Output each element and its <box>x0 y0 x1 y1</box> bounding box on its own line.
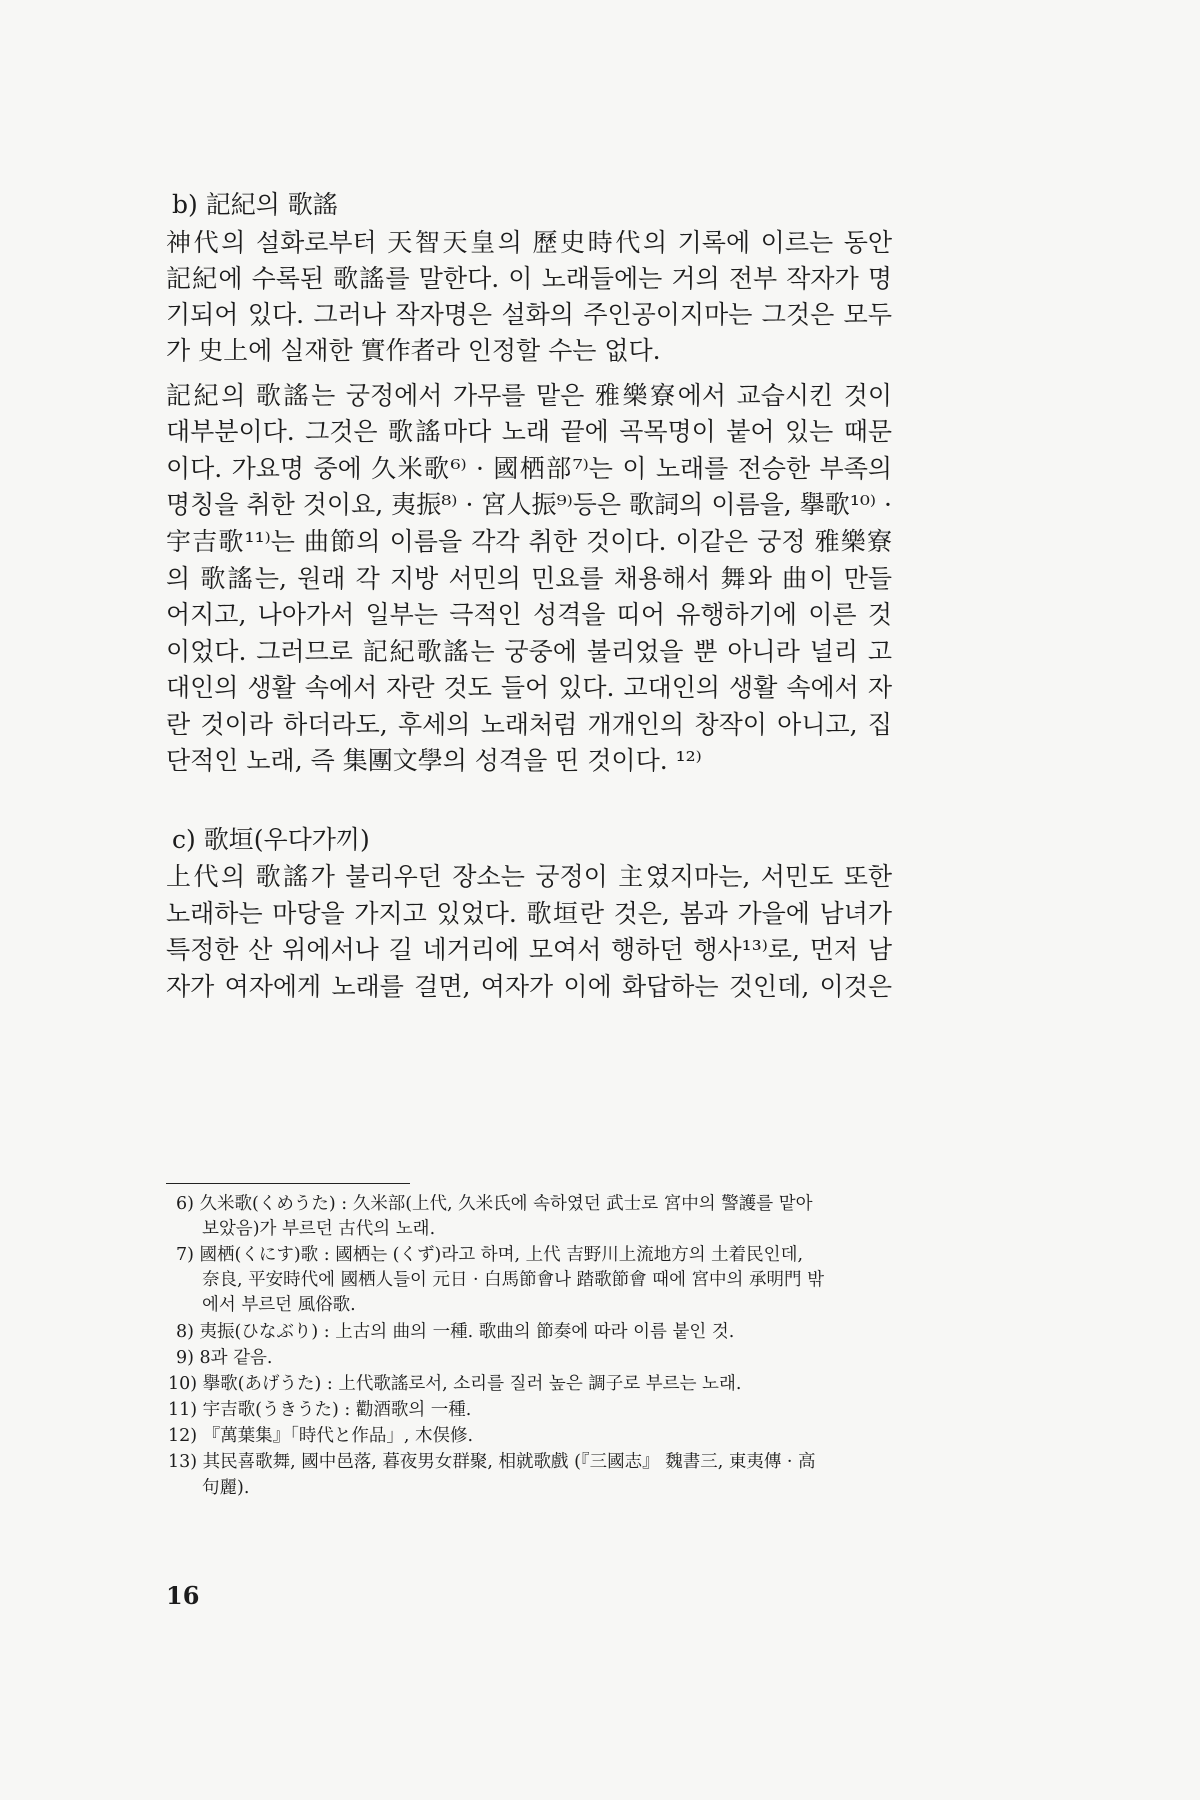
footnote-line: 13) 其民喜歌舞, 國中邑落, 暮夜男女群聚, 相就歌戲 (『三國志』 魏書三, 東夷傳 · 高 <box>168 1452 816 1472</box>
footnote-line: 에서 부르던 風俗歌. <box>202 1295 356 1315</box>
footnote-line: 6) 久米歌(くめうた) : 久米部(上代, 久米氏에 속하였던 武士로 宮中의 警護를 맡아 <box>176 1194 813 1214</box>
section-b-para2-line: 대인의 생활 속에서 자란 것도 들어 있다. 고대인의 생활 속에서 자 <box>166 673 892 702</box>
footnote-line: 8) 夷振(ひなぶり) : 上古의 曲의 一種. 歌曲의 節奏에 따라 이름 붙인 것. <box>176 1322 735 1342</box>
section-b-para1-line: 記紀에 수록된 歌謠를 말한다. 이 노래들에는 거의 전부 작자가 명 <box>166 264 892 293</box>
footnote-line: 12) 『萬葉集』「時代と作品」, 木俣修. <box>168 1426 474 1446</box>
footnote-line: 보았음)가 부르던 古代의 노래. <box>202 1219 436 1239</box>
section-b-para2-line: 란 것이라 하더라도, 후세의 노래처럼 개개인의 창작이 아니고, 집 <box>166 710 892 739</box>
footnote-line: 11) 宇吉歌(うきうた) : 勸酒歌의 一種. <box>168 1400 472 1420</box>
section-b-para2-line: 이었다. 그러므로 記紀歌謠는 궁중에 불리었을 뿐 아니라 널리 고 <box>166 637 892 666</box>
section-b-heading: b) 記紀의 歌謠 <box>172 190 338 219</box>
section-c-para1-line: 특정한 산 위에서나 길 네거리에 모여서 행하던 행사¹³⁾로, 먼저 남 <box>166 935 892 964</box>
footnote-line: 句麗). <box>202 1478 250 1498</box>
section-c-para1-line: 자가 여자에게 노래를 걸면, 여자가 이에 화답하는 것인데, 이것은 <box>166 972 892 1001</box>
section-b-para2-line: 단적인 노래, 즉 集團文學의 성격을 띤 것이다. ¹²⁾ <box>166 746 702 775</box>
section-c-para1-line: 노래하는 마당을 가지고 있었다. 歌垣란 것은, 봄과 가을에 남녀가 <box>166 899 892 928</box>
footnote-divider <box>166 1183 410 1184</box>
footnote-line: 7) 國栖(くにす)歌 : 國栖는 (くず)라고 하며, 上代 吉野川上流地方의 土着民인데, <box>176 1245 804 1265</box>
footnote-line: 10) 擧歌(あげうた) : 上代歌謠로서, 소리를 질러 높은 調子로 부르는 노래. <box>168 1374 742 1394</box>
footnote-line: 奈良, 平安時代에 國栖人들이 元日 · 白馬節會나 踏歌節會 때에 宮中의 承明門 밖 <box>202 1270 824 1290</box>
section-c-para1-line: 上代의 歌謠가 불리우던 장소는 궁정이 主였지마는, 서민도 또한 <box>166 862 892 891</box>
section-b-para1-line: 神代의 설화로부터 天智天皇의 歷史時代의 기록에 이르는 동안 <box>166 228 892 257</box>
page-number: 16 <box>166 1581 200 1610</box>
section-c-heading: c) 歌垣(우다가끼) <box>172 825 370 854</box>
section-b-para2-line: 記紀의 歌謠는 궁정에서 가무를 맡은 雅樂寮에서 교습시킨 것이 <box>166 381 892 410</box>
section-b-para2-line: 명칭을 취한 것이요, 夷振⁸⁾ · 宮人振⁹⁾등은 歌詞의 이름을, 擧歌¹⁰⁾ · <box>166 490 892 519</box>
section-b-para2-line: 어지고, 나아가서 일부는 극적인 성격을 띠어 유행하기에 이른 것 <box>166 600 892 629</box>
section-b-para2-line: 의 歌謠는, 원래 각 지방 서민의 민요를 채용해서 舞와 曲이 만들 <box>166 564 892 593</box>
section-b-para2-line: 이다. 가요명 중에 久米歌⁶⁾ · 國栖部⁷⁾는 이 노래를 전승한 부족의 <box>166 454 892 483</box>
section-b-para1-line: 기되어 있다. 그러나 작자명은 설화의 주인공이지마는 그것은 모두 <box>166 300 892 329</box>
section-b-para2-line: 宇吉歌¹¹⁾는 曲節의 이름을 각각 취한 것이다. 이같은 궁정 雅樂寮 <box>166 527 892 556</box>
section-b-para2-line: 대부분이다. 그것은 歌謠마다 노래 끝에 곡목명이 붙어 있는 때문 <box>166 417 892 446</box>
section-b-para1-line: 가 史上에 실재한 實作者라 인정할 수는 없다. <box>166 336 661 365</box>
footnote-line: 9) 8과 같음. <box>176 1348 273 1368</box>
